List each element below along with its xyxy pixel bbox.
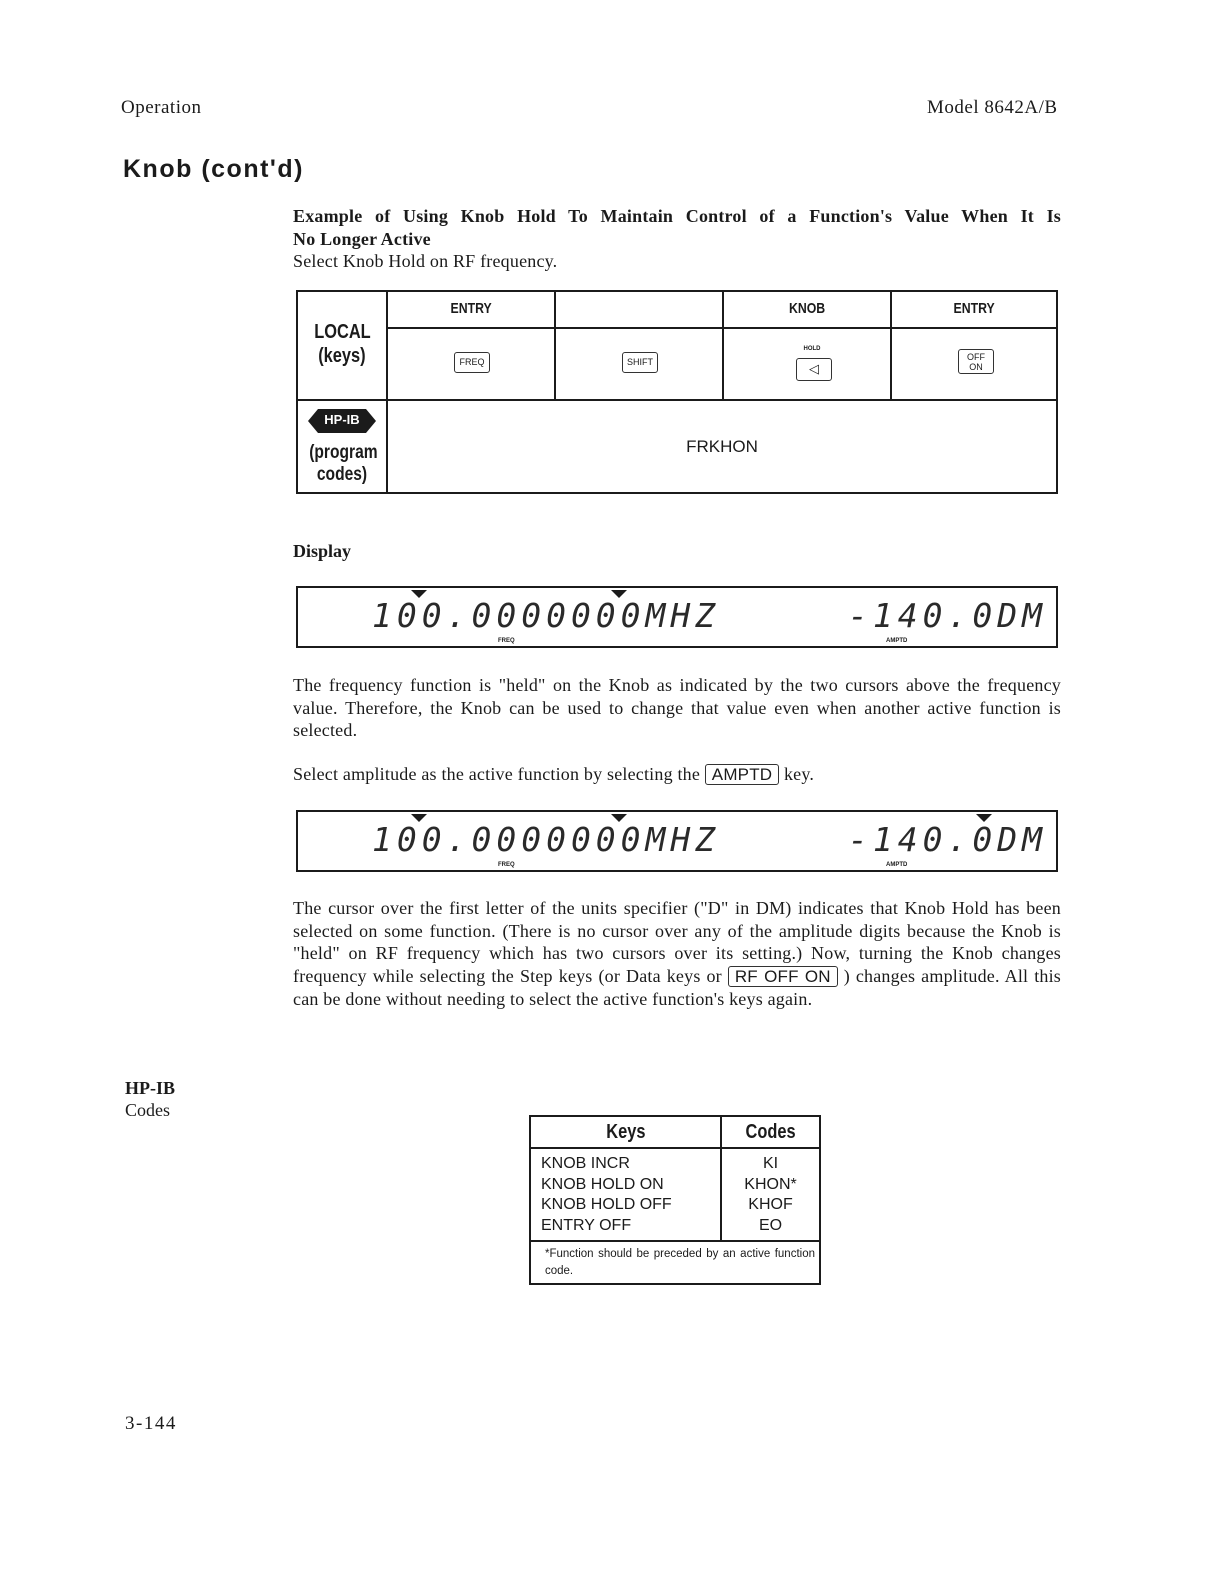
- rf-off-on-key[interactable]: RF OFF ON: [728, 966, 838, 987]
- amplitude-readout: -140.0DM: [848, 596, 1047, 635]
- para3-after: ) changes amplitude. All this can be done without needing to select the active function's keys again.: [293, 965, 1061, 1009]
- table-row-key: KNOB HOLD ON: [541, 1175, 664, 1193]
- table-row-code: KHOF: [748, 1196, 793, 1213]
- codes-header-keys: Keys: [605, 1121, 646, 1143]
- hpib-codes-table: [529, 1115, 821, 1285]
- amptd-annunciator: AMPTD: [886, 638, 908, 644]
- amplitude-readout: -140.0DM: [848, 820, 1047, 859]
- col-header-entry-2: ENTRY: [953, 300, 995, 317]
- side-label-line2: Codes: [125, 1100, 170, 1120]
- section-title: Knob (cont'd): [123, 155, 304, 183]
- para2-before: Select amplitude as the active function by selecting the: [293, 764, 705, 784]
- para2-after: key.: [779, 764, 815, 784]
- hpib-badge-text: HP-IB: [324, 412, 360, 427]
- codes-keys-column: [541, 1154, 672, 1236]
- table-row-code: KHON*: [744, 1175, 797, 1193]
- key-sequence-table: [296, 290, 1058, 494]
- local-label: LOCAL: [313, 321, 371, 343]
- table-row-code: EO: [758, 1216, 783, 1234]
- frequency-readout: 100.0000000MHZ: [372, 820, 721, 859]
- display-heading: Display: [293, 541, 352, 561]
- page-number: 3-144: [125, 1413, 177, 1434]
- amptd-annunciator: AMPTD: [886, 862, 908, 868]
- knob-hold-left-arrow-key[interactable]: ◁: [796, 358, 832, 381]
- table-row-key: ENTRY OFF: [541, 1216, 632, 1234]
- front-panel-display-1: [296, 586, 1058, 648]
- hpib-badge: [308, 407, 376, 435]
- local-sublabel: (keys): [318, 345, 366, 367]
- running-header-right: Model 8642A/B: [927, 97, 1058, 118]
- running-header-left: Operation: [121, 97, 202, 118]
- codes-header-codes: Codes: [745, 1121, 796, 1143]
- col-header-knob: KNOB: [788, 300, 826, 317]
- shift-key[interactable]: SHIFT: [622, 352, 658, 373]
- freq-annunciator: FREQ: [498, 638, 515, 644]
- paragraph-select-amplitude: [293, 763, 1061, 787]
- codes-values-column: [722, 1154, 819, 1236]
- amptd-key[interactable]: AMPTD: [705, 764, 780, 785]
- example-title-line2: No Longer Active: [293, 228, 431, 249]
- codes-footnote: *Function should be preceded by an active function code.: [545, 1248, 815, 1277]
- example-title-line1: Example of Using Knob Hold To Maintain Control of a Function's Value When It Is: [293, 206, 1061, 226]
- side-label-line1: HP-IB: [125, 1078, 176, 1098]
- frequency-readout: 100.0000000MHZ: [372, 596, 721, 635]
- example-heading: [293, 205, 1061, 273]
- freq-key[interactable]: FREQ: [454, 352, 490, 373]
- off-on-key[interactable]: OFF ON: [958, 349, 994, 374]
- hpib-codes-side-label: [125, 1077, 175, 1121]
- freq-annunciator: FREQ: [498, 862, 515, 868]
- table-row-key: KNOB INCR: [541, 1155, 630, 1172]
- program-code: FRKHON: [686, 437, 758, 456]
- para3-before: The cursor over the first letter of the units specifier ("D" in DM) indicates that Knob Hold has been selected on some function. (There is no cursor over any of the amplitude digits because the Knob is "held" on RF frequency which has two cursors over its setting.) Now, turning the Knob changes frequency while selecting the Step keys (or Data keys or: [293, 898, 1061, 986]
- front-panel-display-2: [296, 810, 1058, 872]
- paragraph-held-explanation: [293, 674, 1061, 742]
- hpib-label: (program codes): [309, 442, 378, 485]
- hold-key-label: HOLD: [803, 346, 821, 352]
- table-row-code: KI: [762, 1155, 779, 1172]
- paragraph-cursor-explanation: [293, 897, 1061, 1011]
- col-header-entry-1: ENTRY: [450, 300, 492, 317]
- local-label-cell: [298, 320, 386, 368]
- para1-text: The frequency function is "held" on the Knob as indicated by the two cursors above the frequency value. Therefore, the Knob can be used to change that value even when another active function is selected.: [293, 675, 1061, 740]
- table-row-key: KNOB HOLD OFF: [541, 1196, 672, 1213]
- example-subtitle: Select Knob Hold on RF frequency.: [293, 251, 558, 271]
